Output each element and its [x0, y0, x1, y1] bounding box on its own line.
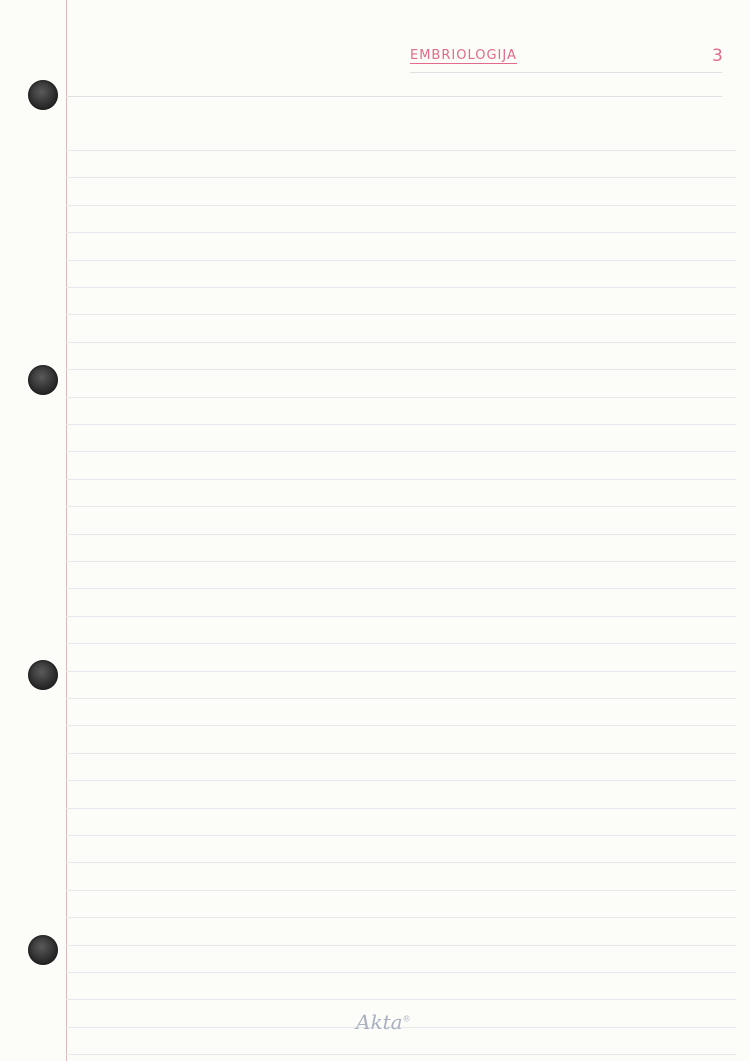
- binder-hole: [28, 935, 58, 965]
- ruled-line: [66, 314, 736, 315]
- ruled-line: [66, 698, 736, 699]
- ruled-line: [66, 1054, 736, 1055]
- subject-header: EMBRIOLOGIJA: [410, 48, 517, 63]
- binder-hole: [28, 365, 58, 395]
- ruled-line: [66, 890, 736, 891]
- ruled-line: [66, 506, 736, 507]
- ruled-line: [66, 397, 736, 398]
- ruled-line: [66, 588, 736, 589]
- ruled-line: [66, 780, 736, 781]
- ruled-line: [66, 150, 736, 151]
- ruled-line: [66, 945, 736, 946]
- ruled-line: [66, 342, 736, 343]
- ruled-line: [66, 451, 736, 452]
- header-rule: [66, 96, 722, 97]
- ruled-line: [66, 972, 736, 973]
- ruled-line: [66, 835, 736, 836]
- ruled-line: [66, 862, 736, 863]
- ruled-line: [66, 917, 736, 918]
- margin-line: [66, 0, 67, 1061]
- ruled-line: [66, 561, 736, 562]
- ruled-line: [66, 616, 736, 617]
- page-number: 3: [712, 46, 723, 66]
- ruled-line: [66, 534, 736, 535]
- ruled-line: [66, 260, 736, 261]
- ruled-line: [66, 671, 736, 672]
- ruled-line: [66, 725, 736, 726]
- ruled-line: [66, 177, 736, 178]
- binder-hole: [28, 660, 58, 690]
- ruled-line: [66, 999, 736, 1000]
- binder-hole: [28, 80, 58, 110]
- ruled-line: [66, 369, 736, 370]
- header-rule: [410, 72, 722, 73]
- ruled-line: [66, 753, 736, 754]
- ruled-line: [66, 287, 736, 288]
- ruled-line: [66, 232, 736, 233]
- ruled-line: [66, 205, 736, 206]
- notebook-brand-logo: Akta®: [356, 1010, 411, 1034]
- ruled-line: [66, 643, 736, 644]
- ruled-line: [66, 808, 736, 809]
- ruled-line: [66, 424, 736, 425]
- ruled-line: [66, 479, 736, 480]
